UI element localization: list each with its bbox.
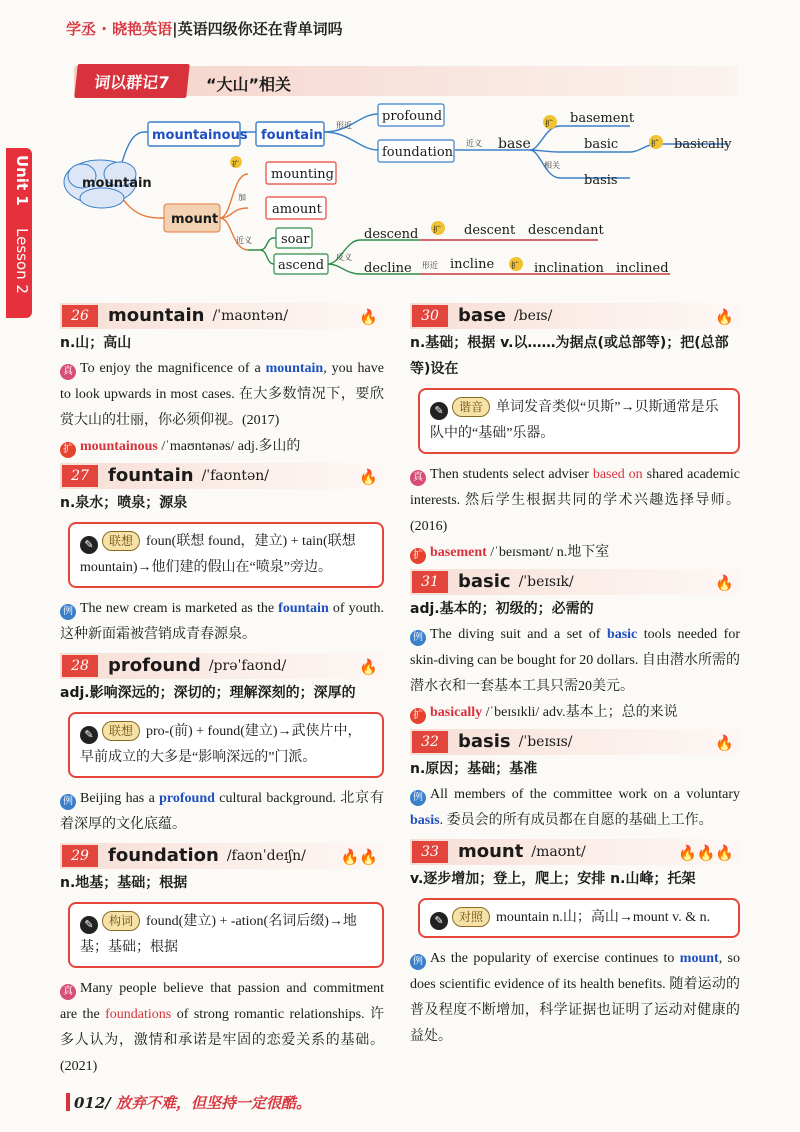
- entry-pos: n.山；高山: [60, 335, 132, 351]
- fire-icon: 🔥: [715, 736, 734, 752]
- fire-icon: 🔥🔥: [340, 850, 378, 866]
- mm-jia: 加: [238, 193, 246, 202]
- mm-xiangguan: 相关: [544, 161, 560, 170]
- mind-map: [60, 100, 750, 292]
- mm-profound: profound: [382, 109, 443, 124]
- entry-ipa: /ˈmaʊntən/: [212, 308, 289, 324]
- mm-xingjin: 形近: [336, 121, 352, 130]
- section-title: “大山”相关: [206, 75, 292, 94]
- mm-descend: descend: [364, 227, 419, 242]
- mm-basis: basis: [584, 173, 618, 188]
- entry-head: 28 profound /prəˈfaʊnd/ 🔥: [60, 652, 384, 680]
- mm-kuo-2: 扩: [651, 139, 659, 148]
- entry-head: 31 basic /ˈbeɪsɪk/ 🔥: [410, 568, 740, 596]
- memory-note: ✎ 联想 pro-(前) + found(建立)→武侠片中，早前成立的大多是“影响深远的”门派。: [68, 712, 384, 778]
- header-separator: |: [172, 20, 178, 38]
- bulb-icon: ✎: [430, 912, 448, 930]
- side-unit: Unit 1: [13, 155, 31, 206]
- entry-head: 32 basis /ˈbeɪsɪs/ 🔥: [410, 728, 740, 756]
- memory-note: ✎ 构词 found(建立) + -ation(名词后缀)→地基；基础；根据: [68, 902, 384, 968]
- mm-kuo-5: 扩: [511, 261, 519, 270]
- mm-descent: descent: [464, 223, 516, 238]
- mm-basement: basement: [570, 111, 635, 126]
- bulb-icon: ✎: [80, 916, 98, 934]
- li-marker-icon: 例: [60, 604, 76, 620]
- mm-jinyi-2: 近义: [236, 236, 252, 245]
- header-subtitle: 英语四级你还在背单词吗: [177, 20, 343, 38]
- entry-head: [60, 302, 384, 330]
- page-number: 012/: [74, 1094, 111, 1112]
- fire-icon: 🔥🔥🔥: [677, 846, 734, 862]
- bulb-icon: ✎: [430, 402, 448, 420]
- memory-note: ✎ 对照 mountain n.山；高山→mount v. & n.: [418, 898, 740, 938]
- example: 例 Beijing has a profound cultural background. 北京有着深厚的文化底蕴。: [60, 791, 384, 832]
- mm-mounting: mounting: [271, 167, 334, 182]
- mm-jinyi: 近义: [466, 139, 482, 148]
- side-lesson: Lesson 2: [13, 228, 31, 294]
- footer-motto: 放弃不难，但坚持一定很酷。: [116, 1094, 312, 1112]
- fire-icon: 🔥: [359, 310, 378, 326]
- bulb-icon: ✎: [80, 536, 98, 554]
- example: 真 Many people believe that passion and commitment are the foundations of strong romantic relationships. 许多人认为，激情和承诺是牢固的恋爱关系的基础。(2021): [60, 981, 384, 1074]
- example: 真 Then students select adviser based on shared academic interests. 然后学生根据共同的学术兴趣选择导师。(2016): [410, 467, 740, 534]
- mm-decline: decline: [364, 261, 412, 276]
- mm-xingjin-2: 形近: [422, 261, 438, 270]
- memory-note: ✎ 谐音 单词发音类似“贝斯”→贝斯通常是乐队中的“基础”乐器。: [418, 388, 740, 454]
- right-column: 30 base /beɪs/ 🔥 n.基础；根据 v.以……为据点(或总部等)；把(总部等)设在 ✎ 谐音 单词发音类似“贝斯”→贝斯通常是乐队中的“基础”乐器。 真 Then students select adviser based on shared academic interests. 然后学生根据共同的学术兴趣选择导师。(2016) 扩 basement /ˈbeɪsmənt/ n.地下室 31 basic /ˈbeɪsɪk/ 🔥 adj.基本的；初级的；必需的 例 The diving suit and a set of basic tools needed for skin-diving can be bought for 20 dollars. 自由潜水所需的潜水衣和一套基本工具只需20美元。 扩 basically /ˈbeɪsɪkli/ adv.基本上；总的来说 32 basis /ˈbeɪsɪs/ 🔥 n.原因；基础；基准 例 All members of the committee work on a voluntary basis. 委员会的所有成员都在自愿的基础上工作。 33 mount /maʊnt/ 🔥🔥🔥 v.逐步增加；登上，爬上；安排 n.山峰；托架 ✎ 对照 mountain n.山；高山→mount v. & n. 例 As the popularity of exercise continues to mount, so does scientific evidence of its health benefits. 随着运动的普及程度不断增加，科学证据也证明了运动对健康的益处。: [410, 302, 740, 1050]
- mm-inclination: inclination: [534, 261, 604, 276]
- bulb-icon: ✎: [80, 726, 98, 744]
- page-footer: [66, 1092, 311, 1113]
- example: 例 The diving suit and a set of basic tools needed for skin-diving can be bought for 20 dollars. 自由潜水所需的潜水衣和一套基本工具只需20美元。: [410, 627, 740, 694]
- page-header: [66, 18, 343, 39]
- entry-head: 30 base /beɪs/ 🔥: [410, 302, 740, 330]
- entry-head: 27 fountain /ˈfaʊntən/ 🔥: [60, 462, 384, 490]
- mm-basically: basically: [674, 137, 732, 152]
- mm-ascend: ascend: [278, 258, 325, 273]
- mm-kuo-1: 扩: [545, 119, 553, 128]
- fire-icon: 🔥: [359, 470, 378, 486]
- mm-kuo-3: 扩: [232, 160, 239, 168]
- fire-icon: 🔥: [715, 310, 734, 326]
- entry-head: 29 foundation /faʊnˈdeɪʃn/ 🔥🔥: [60, 842, 384, 870]
- mm-mount: mount: [171, 212, 219, 227]
- example: 例 As the popularity of exercise continues to mount, so does scientific evidence of its health benefits. 随着运动的普及程度不断增加，科学证据也证明了运动对健康的益处。: [410, 951, 740, 1044]
- entry-word: mountain: [108, 305, 205, 326]
- example: 例 The new cream is marketed as the fountain of youth. 这种新面霜被营销成青春源泉。: [60, 601, 384, 642]
- mm-mountainous: mountainous: [152, 128, 248, 143]
- entry-head: 33 mount /maʊnt/ 🔥🔥🔥: [410, 838, 740, 866]
- mm-incline: incline: [450, 257, 495, 272]
- mm-fanyi: 反义: [336, 253, 352, 262]
- mm-foundation: foundation: [382, 145, 454, 160]
- left-column: 26 mountain /ˈmaʊntən/ 🔥 n.山；高山 真 To enjoy the magnificence of a mountain, you have to look upwards in most cases. 在大多数情况下，要欣赏大山的壮丽，你必须仰视。(2017) 扩 mountainous /ˈmaʊntənəs/ adj.多山的 27 fountain /ˈfaʊntən/ 🔥 n.泉水；喷泉；源泉 ✎ 联想 foun(联想 found，建立) + tain(联想 mountain)→他们建的假山在“喷泉”旁边。 例 The new cream is marketed as the fountain of youth. 这种新面霜被营销成青春源泉。 28 profound /prəˈfaʊnd/ 🔥 adj.影响深远的；深切的；理解深刻的；深厚的 ✎ 联想 pro-(前) + found(建立)→武侠片中，早前成立的大多是“影响深远的”门派。 例 Beijing has a profound cultural background. 北京有着深厚的文化底蕴。 29 foundation /faʊnˈdeɪʃn/ 🔥🔥 n.地基；基础；根据 ✎ 构词 found(建立) + -ation(名词后缀)→地基；基础；根据 真 Many people believe that passion and commitment are the foundations of strong romantic relationships. 许多人认为，激情和承诺是牢固的恋爱关系的基础。(2021): [60, 302, 384, 1080]
- mm-soar: soar: [281, 232, 310, 247]
- derivative: 扩 basement /ˈbeɪsmənt/ n.地下室: [410, 540, 740, 566]
- fire-icon: 🔥: [715, 576, 734, 592]
- mm-amount: amount: [272, 202, 322, 217]
- kuo-marker-icon: 扩: [60, 442, 76, 458]
- zhen-marker-icon: 真: [60, 364, 76, 380]
- derivative: 扩 mountainous /ˈmaʊntənəs/ adj.多山的: [60, 434, 384, 460]
- footer-bar: [66, 1093, 70, 1111]
- memory-note: ✎ 联想 foun(联想 found，建立) + tain(联想 mountain)→他们建的假山在“喷泉”旁边。: [68, 522, 384, 588]
- mm-fountain: fountain: [261, 128, 323, 143]
- mm-descendant: descendant: [528, 223, 604, 238]
- mm-inclined: inclined: [616, 261, 669, 276]
- mm-center: mountain: [82, 176, 152, 191]
- brand: 学丞 · 晓艳英语: [66, 20, 173, 38]
- example: 真 To enjoy the magnificence of a mountain, you have to look upwards in most cases. 在大多数情况下，要欣赏大山的壮丽，你必须仰视。(2017): [60, 361, 384, 428]
- entry-number: 26: [62, 305, 98, 327]
- mm-basic: basic: [584, 137, 619, 152]
- mm-base: base: [498, 136, 531, 152]
- mm-kuo-4: 扩: [433, 225, 441, 234]
- section-badge: 词以群记7: [74, 64, 190, 98]
- example: 例 All members of the committee work on a voluntary basis. 委员会的所有成员都在自愿的基础上工作。: [410, 787, 740, 828]
- fire-icon: 🔥: [359, 660, 378, 676]
- derivative: 扩 basically /ˈbeɪsɪkli/ adv.基本上；总的来说: [410, 700, 740, 726]
